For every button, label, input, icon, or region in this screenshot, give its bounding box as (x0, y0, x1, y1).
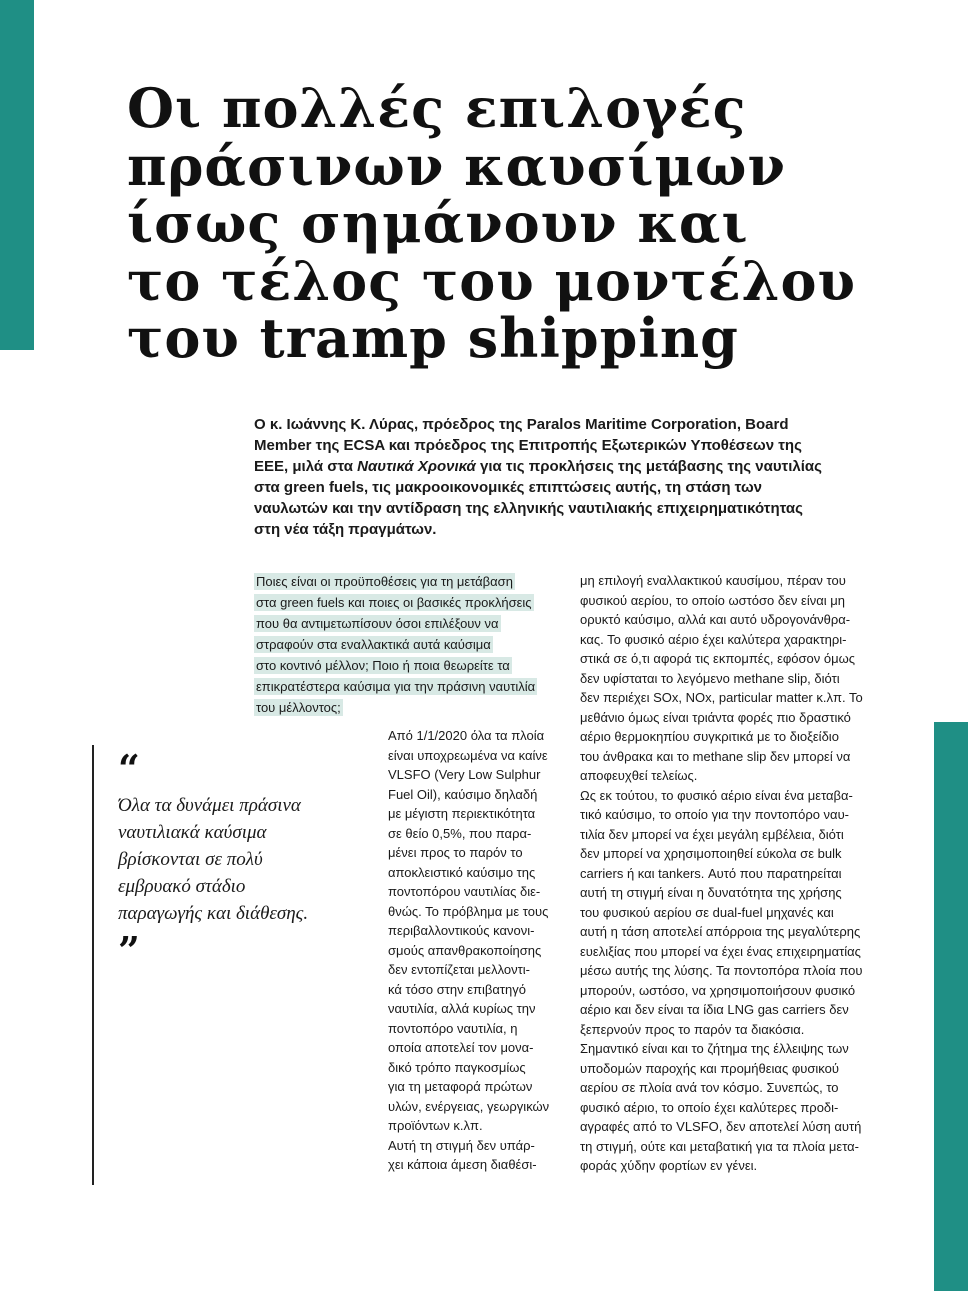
body-line: περιβαλλοντικούς κανονι- (388, 923, 535, 938)
body-line: δεν εντοπίζεται μελλοντι- (388, 962, 530, 977)
intro-line: στη νέα τάξη πραγμάτων. (254, 521, 437, 538)
body-line: φοράς χύδην φορτίων εν γένει. (580, 1158, 758, 1173)
article-title (127, 76, 907, 370)
pullquote-line: βρίσκονται σε πολύ (118, 849, 263, 870)
body-line: ξεπερνούν προς το παρόν τα διακόσια. (580, 1021, 805, 1037)
body-line: VLSFO (Very Low Sulphur (388, 767, 541, 782)
question-line-wrap (254, 655, 566, 676)
body-line: σμούς απανθρακοποίησης (388, 942, 542, 958)
question-line: επικρατέστερα καύσιμα για την πράσινη ναυτιλία (256, 679, 536, 694)
body-line: δεν περιέχει SOx, NOx, particular matter κ.λπ. Το (580, 690, 863, 705)
intro-text: για τις προκλήσεις της μετάβασης της ναυτιλίας (475, 458, 822, 475)
body-line: carriers ή και tankers. Αυτό που παρατηρείται (580, 865, 842, 881)
pullquote-line: εμβρυακό στάδιο (118, 876, 246, 897)
title-line: πράσινων καυσίμων (127, 133, 786, 198)
body-line: ποντοπόρου ναυτιλίας διε- (388, 884, 541, 899)
question-line: στα green fuels και ποιες οι βασικές προκλήσεις (256, 595, 532, 610)
accent-bar-right (934, 722, 968, 1291)
body-line: αερίου σε πλοία ανά τον κόσμο. Συνεπώς, το (580, 1080, 839, 1095)
body-line: κά τόσο στην επιβατηγό (388, 981, 526, 997)
open-quote-mark: “ (118, 746, 140, 791)
body-line: Ως εκ τούτου, το φυσικό αέριο είναι ένα μεταβα- (580, 787, 853, 803)
intro-line: Ο κ. Ιωάννης Κ. Λύρας, πρόεδρος της Paralos Maritime Corporation, Board (254, 416, 789, 433)
title-line: Οι πολλές επιλογές (127, 76, 747, 140)
body-line: φυσικού αερίου, το οποίο ωστόσο δεν είναι μη (580, 592, 845, 608)
body-line: με μέγιστη περιεκτικότητα (388, 806, 536, 821)
body-line: σε θείο 0,5%, που παρα- (388, 825, 532, 841)
body-line: μεθάνιο όμως είναι τριάντα φορές πιο δραστικό (580, 709, 851, 725)
body-line: κας. Το φυσικό αέριο έχει καλύτερα χαρακτηρι- (580, 631, 847, 647)
body-line: υποδομών παροχής και προμήθειας φυσικού (580, 1060, 839, 1076)
body-line: υλών, ενέργειας, γεωργικών (388, 1098, 550, 1114)
body-column-middle (388, 726, 560, 1175)
body-line: μέσω αυτής της λύσης. Τα ποντοπόρα πλοία που (580, 963, 863, 978)
body-line: αυτή τη στιγμή είναι η δυνατότητα της χρήσης (580, 885, 842, 900)
body-line: μπορούν, ωστόσο, να χρησιμοποιήσουν φυσικό (580, 982, 856, 998)
body-line: αποφευχθεί τελείως. (580, 768, 698, 783)
body-line: χει κάποια άμεση διαθέσι- (388, 1157, 537, 1172)
body-line: φυσικό αέριο, το οποίο έχει καλύτερες προδι- (580, 1099, 839, 1115)
body-line: αέριο και δεν είναι τα ίδια LNG gas carriers δεν (580, 1002, 849, 1017)
body-line: θνώς. Το πρόβλημα με τους (388, 903, 549, 919)
body-line: τη στιγμή, ούτε και μεταβατική για τα πλοία μετα- (580, 1138, 860, 1154)
question-line: του μέλλοντος; (256, 700, 341, 715)
intro-line: Member της ECSA και πρόεδρος της Επιτροπής Εξωτερικών Υποθέσεων της (254, 437, 802, 454)
accent-bar-left (0, 0, 34, 350)
intro-text: ΕΕΕ, μιλά στα (254, 458, 358, 475)
body-line: τιλία δεν μπορεί να έχει μεγάλη εμβέλεια, διότι (580, 826, 844, 842)
question-line-wrap (254, 676, 566, 697)
title-line: ίσως σημάνουν και (127, 191, 749, 255)
body-line: αέριο θερμοκηπίου συγκριτικά με το διοξείδιο (580, 729, 839, 744)
body-line: ευελιξίας που μπορεί να έχει ένας επιχειρηματίας (580, 943, 861, 959)
question-line: στραφούν στα εναλλακτικά αυτά καύσιμα (256, 637, 491, 652)
body-line: στικά σε ό,τι αφορά τις εκπομπές, εφόσον όμως (580, 651, 856, 666)
body-line: οποία αποτελεί τον μονα- (388, 1040, 534, 1055)
question-line-wrap (254, 634, 566, 655)
title-line: του tramp shipping (127, 306, 739, 370)
question-line-wrap (254, 613, 566, 634)
close-quote-mark: ” (118, 928, 140, 973)
body-line: δεν υφίσταται το λεγόμενο methane slip, διότι (580, 670, 840, 686)
body-line: του φυσικού αερίου σε dual-fuel μηχανές και (580, 904, 834, 920)
pullquote-line: Όλα τα δυνάμει πράσινα (118, 795, 301, 816)
pullquote-rule (92, 745, 94, 1185)
pullquote (118, 792, 358, 927)
body-line: αγραφές από το VLSFO, δεν αποτελεί λύση αυτή (580, 1119, 862, 1134)
question-line: στο κοντινό μέλλον; Ποιο ή ποια θεωρείτε τα (256, 658, 510, 673)
body-line: μη επιλογή εναλλακτικού καυσίμου, πέραν του (580, 573, 846, 588)
intro-line (254, 456, 874, 477)
body-line: Από 1/1/2020 όλα τα πλοία (388, 728, 545, 743)
intro-line: ναυλωτών και την αντίδραση της ελληνικής ναυτιλιακής επιχειρηματικότητας (254, 500, 803, 517)
body-line: ναυτιλία, αλλά κυρίως την (388, 1001, 536, 1016)
body-line: Fuel Oil), καύσιμο δηλαδή (388, 786, 538, 802)
body-line: τικό καύσιμο, το οποίο για την ποντοπόρο ναυ- (580, 807, 850, 822)
body-line: είναι υποχρεωμένα να καίνε (388, 747, 548, 763)
body-line: προϊόντων κ.λπ. (388, 1118, 483, 1133)
pullquote-line: παραγωγής και διάθεσης. (118, 903, 309, 924)
body-line: δικό τρόπο παγκοσμίως (388, 1059, 526, 1075)
body-line: του άνθρακα και το methane slip δεν μπορεί να (580, 748, 851, 764)
pullquote-line: ναυτιλιακά καύσιμα (118, 822, 267, 843)
question-line: που θα αντιμετωπίσουν όσοι επιλέξουν να (256, 616, 499, 631)
body-line: ποντοπόρο ναυτιλία, η (388, 1020, 518, 1036)
body-line: Σημαντικό είναι και το ζήτημα της έλλειψης των (580, 1041, 849, 1056)
question-line-wrap (254, 592, 566, 613)
question-line: Ποιες είναι οι προϋποθέσεις για τη μετάβαση (256, 574, 513, 589)
body-column-right (580, 571, 888, 1176)
body-line: μένει προς το παρόν το (388, 845, 523, 860)
body-line: δεν μπορεί να χρησιμοποιηθεί εύκολα σε bulk (580, 846, 842, 861)
question-line-wrap (254, 697, 566, 718)
article-intro (254, 414, 874, 540)
body-line: Αυτή τη στιγμή δεν υπάρ- (388, 1137, 535, 1153)
body-line: ορυκτό καύσιμο, αλλά και αυτό υδρογονάνθρα- (580, 612, 851, 627)
body-line: αποκλειστικό καύσιμο της (388, 864, 536, 880)
body-line: για τη μεταφορά πρώτων (388, 1079, 533, 1094)
interview-question (254, 571, 566, 718)
question-line-wrap (254, 571, 566, 592)
intro-line: στα green fuels, τις μακροοικονομικές επιπτώσεις αυτής, τη στάση των (254, 479, 762, 496)
body-line: αυτή η τάση αποτελεί απόρροια της μεγαλύτερης (580, 924, 861, 939)
title-line: το τέλος του μοντέλου (127, 248, 857, 313)
publication-name: Ναυτικά Χρονικά (357, 458, 476, 475)
